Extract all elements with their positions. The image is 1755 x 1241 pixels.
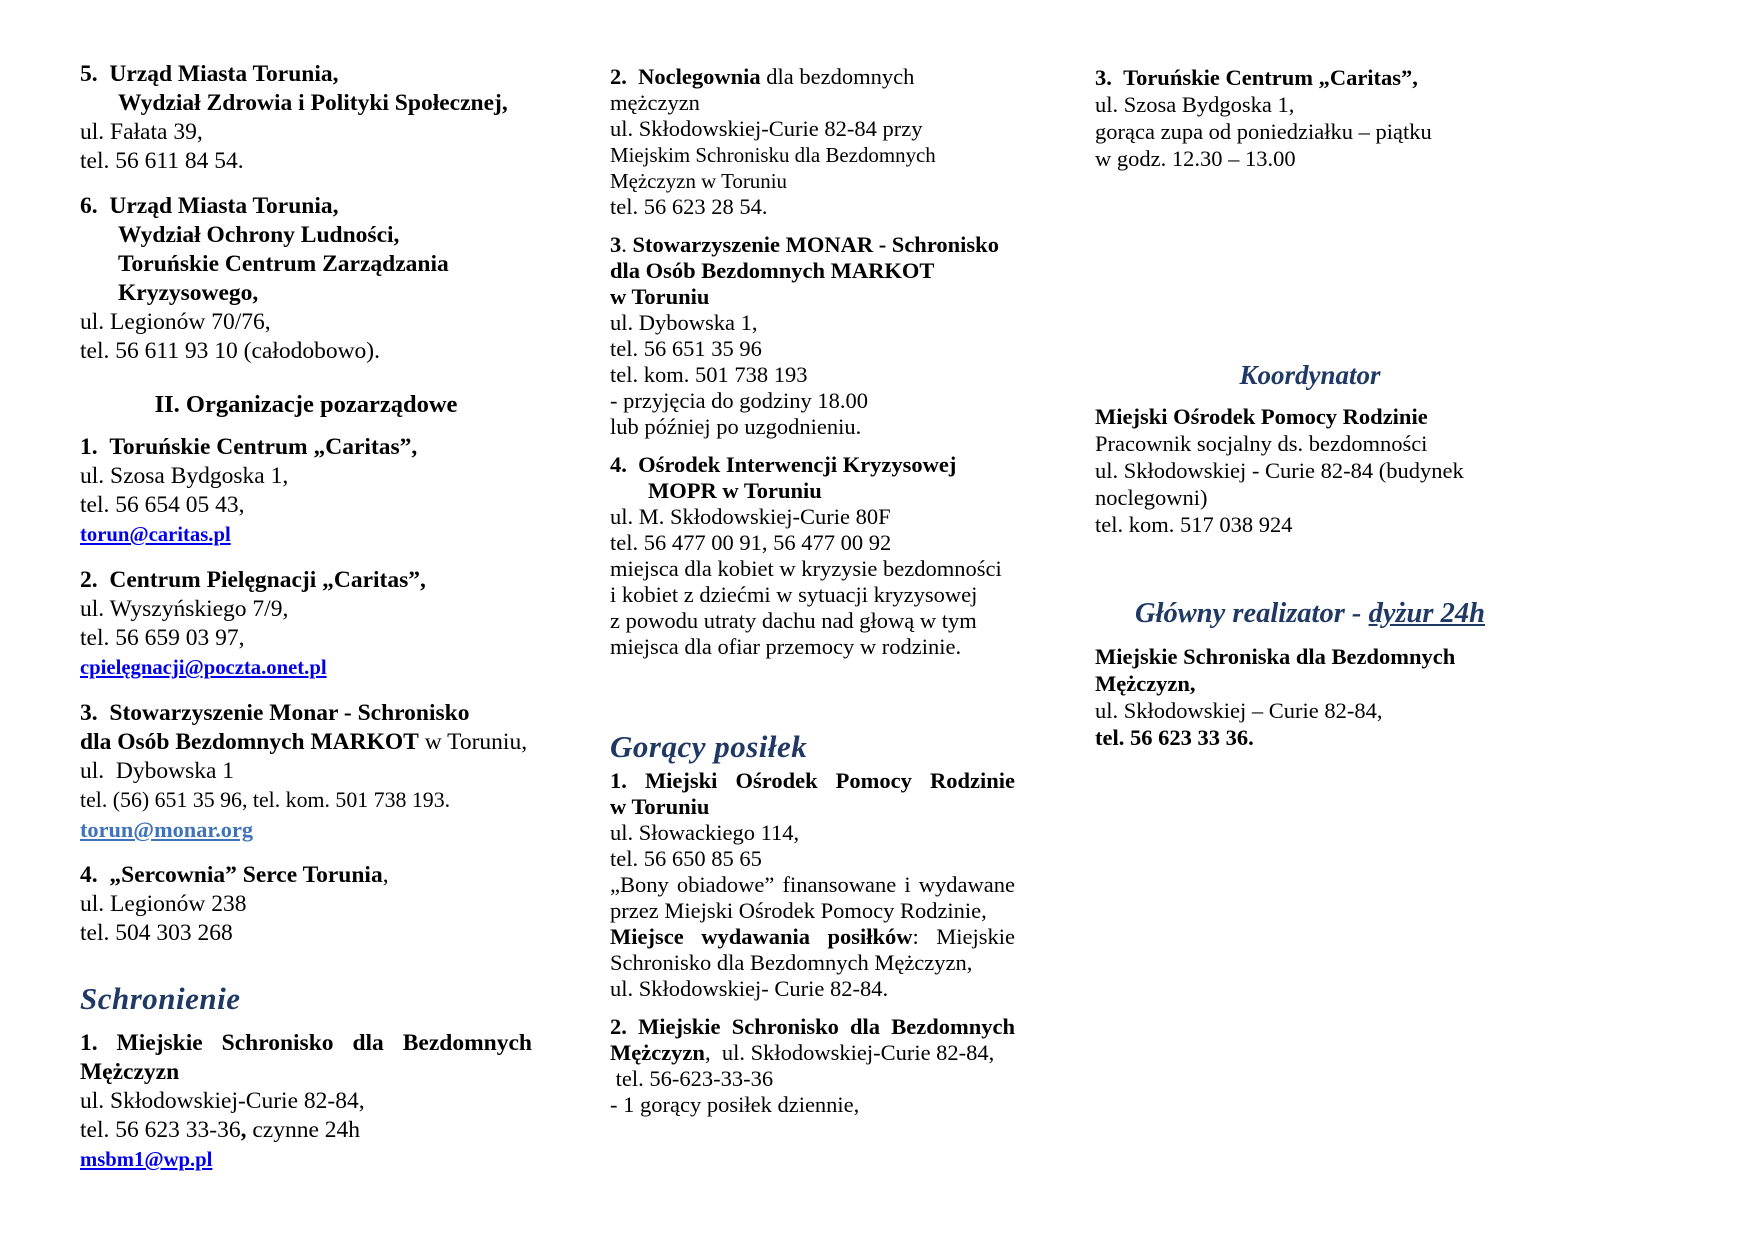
text-segment: ul. Słowackiego 114, [610,820,800,845]
text-segment: dla bezdomnych [760,64,915,89]
text-segment: Miejski Ośrodek Pomocy Rodzinie [1095,404,1428,429]
text-line [80,491,532,520]
text-segment: Pracownik socjalny ds. bezdomności [1095,431,1428,456]
text-segment: tel. 56 611 84 54. [80,148,244,174]
text-segment: Miejskie Schroniska dla Bezdomnych [1095,644,1456,669]
text-segment: Toruńskie Centrum Zarządzania [118,251,449,277]
text-line [610,634,1015,660]
text-segment: 2. Noclegownia [610,64,761,89]
email-link-cpielegnacji[interactable]: cpielęgnacji@poczta.onet.pl [80,657,327,679]
text-segment: tel. 56 659 03 97, [80,625,245,651]
entry-urzad-miasta-zdrowie [80,60,532,176]
text-line [80,624,532,653]
text-line [80,89,532,118]
entry-torunskie-centrum-caritas [80,433,532,550]
entry-urzad-miasta-ochrona [80,192,532,366]
text-segment: 1. Miejski Ośrodek Pomocy Rodzinie [610,768,1015,793]
text-segment: tel. kom. 517 038 924 [1095,512,1293,537]
text-segment: tel. 56 611 93 10 (całodobowo). [80,338,381,364]
text-line [1095,145,1525,172]
text-line [610,820,1015,846]
email-link-torun-monar[interactable]: torun@monar.org [80,817,254,842]
text-segment: . [621,232,633,257]
entry-sercownia [80,861,532,948]
text-line [610,388,1015,414]
text-line [610,452,1015,478]
text-segment: , [382,862,389,888]
entry-noclegownia [610,64,1015,220]
text-segment: z powodu utraty dachu nad głową w tym [610,608,977,633]
text-segment: 2. Miejskie Schronisko dla Bezdomnych [610,1014,1015,1039]
text-segment: tel. 56 650 85 65 [610,846,762,871]
text-line [80,653,532,683]
heading-goracy-posilek [610,729,1015,764]
text-segment: ul. Dybowska 1, [610,310,758,335]
text-segment: 4. „Sercownia” Serce Torunia [80,862,383,888]
text-segment: dyżur 24h [1368,598,1485,629]
text-line [610,872,1015,898]
spacer [610,672,1015,734]
text-segment: : Miejskie [912,924,1015,949]
text-line [80,279,532,308]
text-line [610,608,1015,634]
text-line [80,462,532,491]
text-line [610,898,1015,924]
text-line [610,768,1015,794]
text-segment: ul. Fałata 39, [80,119,203,145]
text-segment: Mężczyzn [80,1059,180,1085]
text-line [610,556,1015,582]
text-line [80,1029,532,1058]
spacer [1095,538,1525,600]
text-line [80,1087,532,1116]
text-segment: Wydział Zdrowia i Polityki Społecznej, [118,90,508,116]
text-line [610,64,1015,90]
text-segment: Schronienie [80,981,241,1016]
spacer [1095,172,1525,362]
text-segment: Główny realizator - [1135,598,1369,629]
column-left [80,60,532,1191]
text-line [1095,724,1525,751]
text-line [610,168,1015,194]
text-line [1095,118,1525,145]
text-line [80,757,532,786]
text-segment: Mężczyzn, [1095,671,1196,696]
text-line [80,699,532,728]
text-line [610,924,1015,950]
text-line [80,919,532,948]
text-segment: 6. Urząd Miasta Torunia, [80,193,339,219]
entry-caritas-zupa [1095,64,1525,172]
text-segment: 1. Miejskie Schronisko dla Bezdomnych [80,1030,532,1056]
text-line [80,595,532,624]
entry-osrodek-interwencji [610,452,1015,660]
text-line [80,308,532,337]
entry-monar-markot-left [80,699,532,845]
text-segment: 4. Ośrodek Interwencji Kryzysowej [610,452,957,477]
text-line [80,250,532,279]
text-line [1095,430,1525,457]
text-line [80,1145,532,1175]
text-line [610,310,1015,336]
text-line [80,221,532,250]
text-segment: Koordynator [1239,360,1381,390]
text-line [610,194,1015,220]
text-segment: tel. kom. 501 738 193 [610,362,808,387]
text-segment: 5. Urząd Miasta Torunia, [80,61,339,87]
text-line [1095,511,1525,538]
text-segment: i kobiet z dziećmi w sytuacji kryzysowej [610,582,978,607]
entry-mopr-torun [610,768,1015,1002]
text-segment: Mężczyzn [610,1040,705,1065]
text-segment: czynne 24h [246,1117,360,1143]
heading-glowny-realizator [1095,600,1525,627]
text-line [1095,64,1525,91]
text-segment: ul. Skłodowskiej – Curie 82-84, [1095,698,1383,723]
spacer [80,964,532,978]
text-line [610,1040,1015,1066]
text-segment: miejsca dla kobiet w kryzysie bezdomności [610,556,1002,581]
text-segment: , ul. Skłodowskiej-Curie 82-84, [704,1040,995,1065]
text-line [80,1058,532,1087]
text-segment: tel. 56 654 05 43, [80,492,245,518]
entry-monar-markot-middle [610,232,1015,440]
text-segment: Schronisko dla Bezdomnych Mężczyzn, [610,950,973,975]
text-segment: w Toruniu [610,794,710,819]
entry-centrum-pielegnacji-caritas [80,566,532,683]
text-line [1095,457,1525,484]
text-segment: dla Osób Bezdomnych MARKOT [80,729,419,755]
text-segment: tel. 56 651 35 96 [610,336,762,361]
entry-koordynator-mopr [1095,403,1525,538]
text-segment: ul. Dybowska 1 [80,758,235,784]
text-line [80,433,532,462]
text-segment: ul. Skłodowskiej- Curie 82-84. [610,976,889,1001]
text-line [80,815,532,845]
text-segment: tel. 56 623 28 54. [610,194,768,219]
text-segment: w Toruniu [610,284,710,309]
text-line [80,861,532,890]
column-right [1095,64,1525,751]
text-line [1095,643,1525,670]
text-segment: 3. Stowarzyszenie Monar - Schronisko [80,700,470,726]
text-segment: w godz. 12.30 – 13.00 [1095,146,1296,171]
text-segment: Mężczyzn w Toruniu [610,169,787,193]
text-segment: tel. 56 623 33-36 [80,1117,241,1143]
text-segment: lub później po uzgodnieniu. [610,414,862,439]
text-segment: Miejskim Schronisku dla Bezdomnych [610,143,936,167]
text-line [1095,484,1525,511]
text-segment: tel. 56 477 00 91, 56 477 00 92 [610,530,892,555]
text-line [610,362,1015,388]
text-line [610,504,1015,530]
entry-glowny-realizator-schroniska [1095,643,1525,751]
text-segment: - 1 gorący posiłek dziennie, [610,1092,860,1117]
text-segment: II. Organizacje pozarządowe [154,391,458,418]
text-line [80,147,532,176]
text-line [1095,403,1525,430]
text-segment: , [240,1117,247,1143]
text-segment: ul. M. Skłodowskiej-Curie 80F [610,504,891,529]
text-segment: ul. Wyszyńskiego 7/9, [80,596,289,622]
text-line [610,232,1015,258]
text-line [610,846,1015,872]
text-line [610,794,1015,820]
entry-miejskie-schronisko-left [80,1029,532,1175]
text-line [1095,91,1525,118]
text-line [80,60,532,89]
text-segment: 2. Centrum Pielęgnacji „Caritas”, [80,567,426,593]
text-line [610,90,1015,116]
text-line [610,142,1015,168]
text-segment: Miejsce wydawania posiłków [610,924,913,949]
text-segment: tel. 504 303 268 [80,920,233,946]
text-segment: 3 [610,232,622,257]
text-segment: noclegowni) [1095,485,1208,510]
text-segment: Kryzysowego, [118,280,259,306]
text-segment: „Bony obiadowe” finansowane i wydawane [610,872,1015,897]
text-segment: ul. Legionów 70/76, [80,309,271,335]
text-line [610,976,1015,1002]
text-line [80,566,532,595]
text-segment: mężczyzn [610,90,700,115]
heading-koordynator [1095,362,1525,389]
text-line [1095,697,1525,724]
text-line [1095,670,1525,697]
text-segment: ul. Skłodowskiej - Curie 82-84 (budynek [1095,458,1464,483]
text-segment: ul. Szosa Bydgoska 1, [80,463,289,489]
text-segment: ul. Legionów 238 [80,891,247,917]
text-line [610,1066,1015,1092]
text-line [610,284,1015,310]
text-line [610,530,1015,556]
text-segment: w Toruniu, [418,729,528,755]
text-segment: przez Miejski Ośrodek Pomocy Rodzinie, [610,898,987,923]
text-line [80,786,532,815]
text-segment: 1. Toruńskie Centrum „Caritas”, [80,434,418,460]
text-segment: ul. Szosa Bydgoska 1, [1095,92,1295,117]
text-segment: 3. Toruńskie Centrum „Caritas”, [1095,65,1418,90]
email-link-torun-caritas[interactable]: torun@caritas.pl [80,524,231,546]
text-segment: - przyjęcia do godziny 18.00 [610,388,869,413]
text-segment: miejsca dla ofiar przemocy w rodzinie. [610,634,962,659]
text-line [610,258,1015,284]
heading-organizacje-pozarzadowe [80,390,532,419]
text-line [610,1014,1015,1040]
text-line [80,890,532,919]
text-line [80,728,532,757]
text-segment: ul. Skłodowskiej-Curie 82-84, [80,1088,365,1114]
text-line [610,950,1015,976]
text-line [80,520,532,550]
text-line [80,1116,532,1145]
text-line [80,192,532,221]
column-middle [610,64,1015,1130]
email-link-msbm1[interactable]: msbm1@wp.pl [80,1149,213,1171]
text-line [80,118,532,147]
heading-schronienie [80,981,532,1016]
text-segment: Stowarzyszenie MONAR - Schronisko [632,232,999,257]
text-line [610,478,1015,504]
text-line [610,582,1015,608]
text-segment: ul. Skłodowskiej-Curie 82-84 przy [610,116,923,141]
text-line [610,1092,1015,1118]
text-segment: Wydział Ochrony Ludności, [118,222,400,248]
text-segment: MOPR w Toruniu [648,478,822,503]
text-segment: tel. 56-623-33-36 [610,1066,774,1091]
text-segment: tel. (56) 651 35 96, tel. kom. 501 738 193. [80,788,451,812]
text-segment: gorąca zupa od poniedziałku – piątku [1095,119,1432,144]
text-line [610,414,1015,440]
text-line [80,337,532,366]
entry-miejskie-schronisko-middle [610,1014,1015,1118]
text-segment: dla Osób Bezdomnych MARKOT [610,258,935,283]
text-segment: Gorący posiłek [610,729,808,764]
text-line [610,116,1015,142]
text-segment: tel. 56 623 33 36. [1095,725,1254,750]
text-line [610,336,1015,362]
